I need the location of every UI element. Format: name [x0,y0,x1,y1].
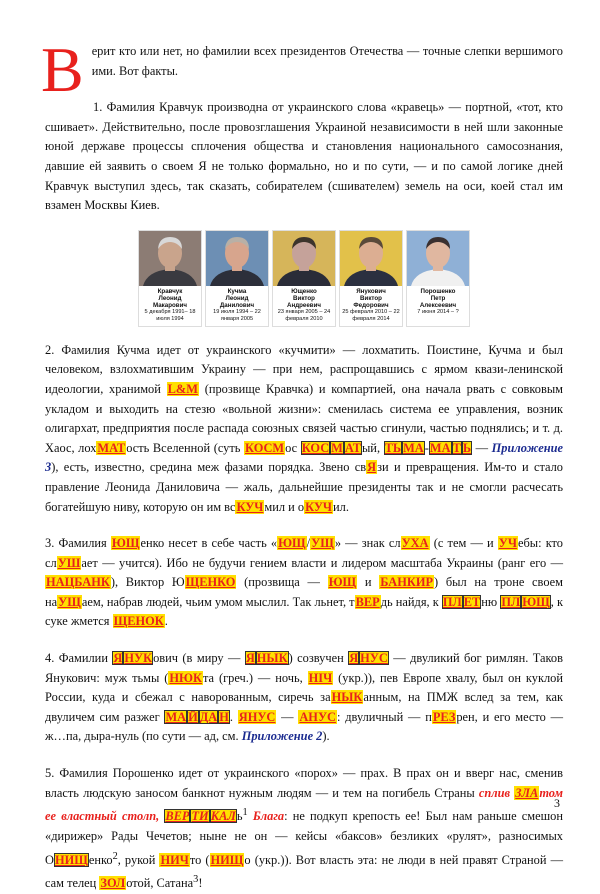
paragraph-kuchma: 2. Фамилия Кучма идет от украинского «кучмити» — лохматить. Поистине, Кучма и был человеком, взлохматившим Украину — при нем, распрощавшись с ярмом квази-ленинской идеологии, хранимой L&M (прозвище Кравчка) и компартией, она начала рвать с совковым укладом и выходить на стезю «вольной жизни»: сменилась система ее управления, возник олигархат, предприятия после распада союзных связей частью сгинули, частью поднялись; и т. д. Хаос, лохМАТость Вселенной (суть КОСМос КОС М АТый, ТЬ МА-МА Т Ь — Приложение 3), есть, известно, средина меж фазами порядка. Звено свЯзи и превращения. Им-то и стало правление Леонида Даниловича — жаль, дальнейшие президенты так и не смогли расчесать богатейшую ниву, которую он им всКУЧмил и оКУЧил. [45,342,563,514]
paragraph-yanukovych: 4. Фамилии Я НУКович (в миру — Я НЫК) созвучен Я НУС — двуликий бог римлян. Таков Янукович: муж тьмы (НЮКта (греч.) — ночь, НІЧ (укр.)), пев Европе хвалу, был он куклой России, куда и сбежал с наворованным, сиречь заНЫКанным, на ПМЖ вслед за тем, как двуличем сим разжег МА Й ДА Н. ЯНУС — АНУС: двуличный — пРЕЗрен, и его место — ж…па, дыра-нуль (по сути — ад, см. Приложение 2). [45,651,564,744]
portrait-image [206,231,268,286]
paragraph-poroshenko: 5. Фамилия Порошенко идет от украинского «порох» — прах. В прах он и вверг нас, сменив власть людскую заносом банкнот нужным людям — и тем на погибель Страны сплив ЗЛАтом ее властный столп, ВЕР ТИ КАЛь$^1$ Блага: не подкуп крепость ее! Был нам раньше смешон «дирижер» Рады Чечетов; ныне не он — кейсы «баксов» безликих «рулят», разносимых ОНИЩенко$^2$, рукой НИЧто (НИЩо (укр.)). Вот власть эта: не люди в ней правят Страной — сам телец ЗОЛотой, Сатана$^3$! [45,766,563,891]
portrait-image [340,231,402,286]
page-number: 3 [554,796,560,810]
portrait-image [407,231,469,286]
drop-cap: В [41,34,84,105]
president-card: Порошенко Петр Алексеевич 7 июня 2014 – ? [406,230,470,327]
president-card: Кравчук Леонид Макарович 5 декабря 1991– 18 июля 1994 [138,230,202,327]
portrait-image [273,231,335,286]
intro-paragraph: Верит кто или нет, но фамилии всех президентов Отечества — точные слепки вершимого ими. Вот факты. [41,34,563,105]
president-card: Ющенко Виктор Андреевич 23 января 2005 – 24 февраля 2010 [272,230,336,327]
document-body [41,34,564,894]
paragraph-yushchenko: 3. Фамилия ЮЩенко несет в себе часть «ЮЩ/УЩ» — знак слУХА (с тем — и УЧебы: кто слУШает — учится). Ибо не будучи гением власти и лидером масштаба Украины (ранг его — НАЦБАНК), Виктор ЮЩЕНКО (прозвища — ЮЩ и БАНКИР) был на троне своем наУЩаем, набрав людей, чьим умом мыслил. Так льнет, тВЕРдь найдя, к ПЛ ЕТню ПЛ ЮЩ, к суке жмется ЩЕНОК. [45,536,564,629]
president-card: Янукович Виктор Федорович 25 февраля 2010 – 22 февраля 2014 [339,230,403,327]
paragraph-kravchuk: 1. Фамилия Кравчук производна от украинского слова «кравець» — портной, «тот, кто сшивает». Действительно, после провозглашения Украиной независимости в ней шли законные юной державе процессы сплочения общества и становления национального самосознания, давшие ей заявить о своем Я не только формально, но и по сути, — и по самой логике дней Кравчук выступил здесь, так сказать, собирателем (сшивателем) земель на оси, коей стал им взамен Москвы Киев. [45,100,563,213]
president-photo-strip [45,230,563,327]
president-card: Кучма Леонид Данилович 19 июля 1994 – 22 января 2005 [205,230,269,327]
portrait-image [139,231,201,286]
